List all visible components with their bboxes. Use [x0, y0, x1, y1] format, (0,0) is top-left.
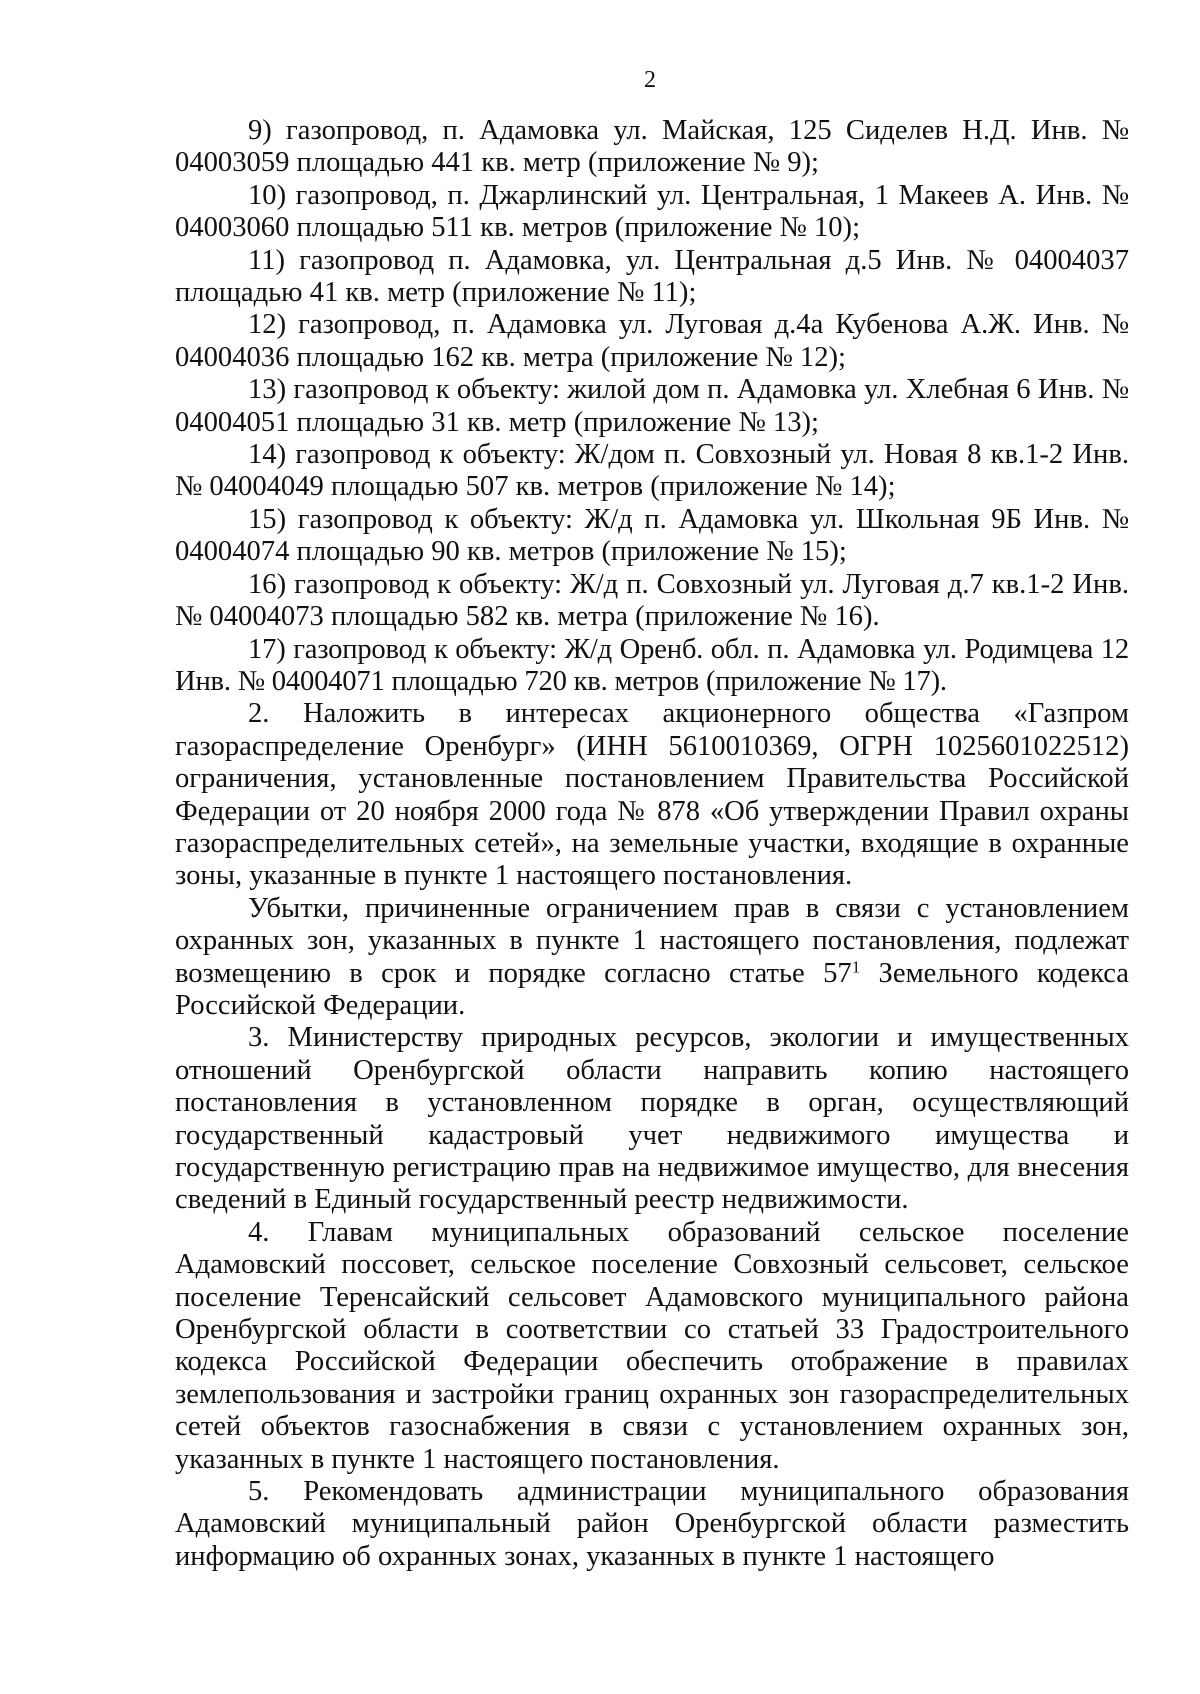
list-item-12: 12) газопровод, п. Адамовка ул. Луговая д.4а Кубенова А.Ж. Инв. № 04004036 площадью 162 кв. метра (приложение № 12); — [175, 309, 1129, 373]
clause-5-recommendation: 5. Рекомендовать администрации муниципального образования Адамовский муниципальный район Оренбургской области разместить информацию об охранных зонах, указанных в пункте 1 настоящего — [175, 1476, 1129, 1572]
document-body — [175, 115, 1129, 1573]
list-item-17: 17) газопровод к объекту: Ж/д Оренб. обл. п. Адамовка ул. Родимцева 12 Инв. № 04004071 площадью 720 кв. метров (приложение № 17). — [175, 633, 1129, 697]
clause-4-municipal-heads: 4. Главам муниципальных образований сельское поселение Адамовский поссовет, сельское поселение Совхозный сельсовет, сельское поселение Теренсайский сельсовет Адамовского муниципального района Оренбургской области в соответствии со статьей 33 Градостроительного кодекса Российской Федерации обеспечить отображение в правилах землепользования и застройки границ охранных зон газораспределительных сетей объектов газоснабжения в связи с установлением охранных зон, указанных в пункте 1 настоящего постановления. — [175, 1216, 1129, 1475]
clause-2-restrictions: 2. Наложить в интересах акционерного общества «Газпром газораспределение Оренбург» (ИНН 5610010369, ОГРН 1025601022512) ограничения, установленные постановлением Правительства Российской Федерации от 20 ноября 2000 года № 878 «Об утверждении Правил охраны газораспределительных сетей», на земельные участки, входящие в охранные зоны, указанные в пункте 1 настоящего постановления. — [175, 698, 1129, 892]
losses-paragraph — [175, 893, 1129, 1023]
losses-text-before: Убытки, причиненные ограничением прав в связи с установлением охранных зон, указанных в пункте 1 настоящего постановления, подлежат возмещению в срок и порядке согласно статье 57 — [175, 892, 1129, 989]
list-item-11: 11) газопровод п. Адамовка, ул. Центральная д.5 Инв. № 04004037 площадью 41 кв. метр (приложение № 11); — [175, 244, 1129, 309]
list-item-16: 16) газопровод к объекту: Ж/д п. Совхозный ул. Луговая д.7 кв.1-2 Инв. № 04004073 площадью 582 кв. метра (приложение № 16). — [175, 568, 1129, 633]
page-number: 2 — [644, 67, 656, 93]
list-item-10: 10) газопровод, п. Джарлинский ул. Центральная, 1 Макеев А. Инв. № 04003060 площадью 511 кв. метров (приложение № 10); — [175, 179, 1129, 244]
article-superscript: 1 — [851, 957, 861, 977]
list-item-13: 13) газопровод к объекту: жилой дом п. Адамовка ул. Хлебная 6 Инв. № 04004051 площадью 31 кв. метр (приложение № 13); — [175, 374, 1129, 438]
losses-text-after: Земельного кодекса Российской Федерации. — [175, 957, 1129, 1021]
clause-3-ministry: 3. Министерству природных ресурсов, экологии и имущественных отношений Оренбургской области направить копию настоящего постановления в установленном порядке в орган, осуществляющий государственный кадастровый учет недвижимого имущества и государственную регистрацию прав на недвижимое имущество, для внесения сведений в Единый государственный реестр недвижимости. — [175, 1022, 1129, 1216]
list-item-9: 9) газопровод, п. Адамовка ул. Майская, 125 Сиделев Н.Д. Инв. № 04003059 площадью 441 кв. метр (приложение № 9); — [175, 115, 1129, 179]
list-item-15: 15) газопровод к объекту: Ж/д п. Адамовка ул. Школьная 9Б Инв. № 04004074 площадью 90 кв. метров (приложение № 15); — [175, 503, 1129, 568]
list-item-14: 14) газопровод к объекту: Ж/дом п. Совхозный ул. Новая 8 кв.1-2 Инв. № 04004049 площадью 507 кв. метров (приложение № 14); — [175, 439, 1129, 503]
